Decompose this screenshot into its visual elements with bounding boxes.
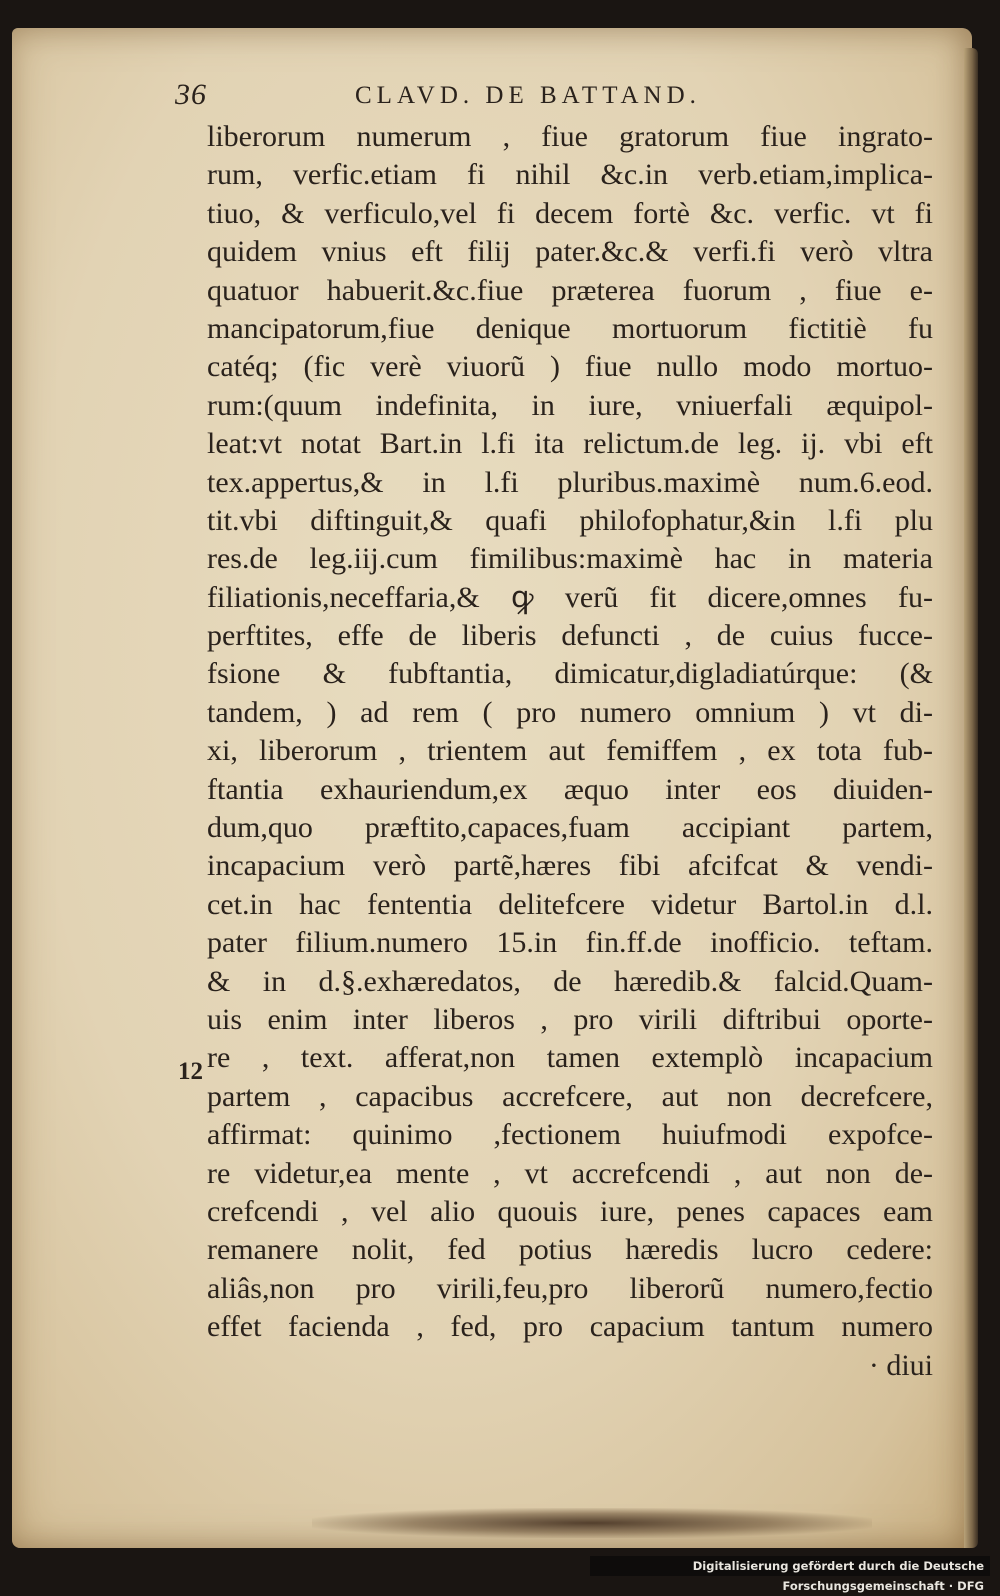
running-head: CLAVD. DE BATTAND.: [355, 82, 701, 109]
text-line: pater filium.numero 15.in fin.ff.de inofficio. teftam.: [207, 926, 933, 960]
text-line: filiationis,neceffaria,& ꝙ verũ fit dicere,omnes fu-: [207, 580, 933, 614]
text-line: catéq; (fic verè viuorũ ) fiue nullo modo mortuo-: [207, 350, 933, 384]
text-line: rum, verfic.etiam fi nihil &c.in verb.etiam,implica-: [207, 158, 933, 192]
text-line: cet.in hac fententia delitefcere videtur Bartol.in d.l.: [207, 887, 933, 921]
text-line: dum,quo præftito,capaces,fuam accipiant partem,: [207, 811, 933, 845]
body-text: [207, 118, 933, 1385]
text-line: fsione & fubftantia, dimicatur,digladiatúrque: (&: [207, 657, 933, 691]
catchword: · diui: [868, 1348, 933, 1382]
text-line: xi, liberorum , trientem aut femiffem , ex tota fub-: [207, 734, 933, 768]
text-line: liberorum numerum , fiue gratorum fiue ingrato-: [207, 120, 933, 153]
text-line: remanere nolit, fed potius hæredis lucro cedere:: [207, 1233, 933, 1267]
text-line: re , text. afferat,non tamen extemplò incapacium: [207, 1041, 933, 1075]
text-line: incapacium verò partẽ,hæres fibi afcifcat & vendi-: [207, 849, 933, 883]
digitization-credit: Digitalisierung gefördert durch die Deutsche Forschungsgemeinschaft · DFG: [590, 1556, 990, 1576]
text-line: aliâs,non pro virili,feu,pro liberorũ numero,fectio: [207, 1271, 933, 1305]
text-line: crefcendi , vel alio quouis iure, penes capaces eam: [207, 1194, 933, 1228]
text-line: leat:vt notat Bart.in l.fi ita relictum.de leg. ij. vbi eft: [207, 427, 933, 461]
text-line: ftantia exhauriendum,ex æquo inter eos diuiden-: [207, 772, 933, 806]
text-line: quatuor habuerit.&c.fiue præterea fuorum , fiue e-: [207, 273, 933, 307]
text-line: quidem vnius eft filij pater.&c.& verfi.fi verò vltra: [207, 235, 933, 269]
text-line: perftites, effe de liberis defuncti , de cuius fucce-: [207, 619, 933, 653]
text-line: rum:(quum indefinita, in iure, vniuerfali æquipol-: [207, 388, 933, 422]
page-edge: [964, 48, 978, 1548]
text-line: res.de leg.iij.cum fimilibus:maximè hac in materia: [207, 542, 933, 576]
text-line: tit.vbi diftinguit,& quafi philofophatur,&in l.fi plu: [207, 503, 933, 537]
page-number: 36: [175, 78, 207, 111]
text-line: mancipatorum,fiue denique mortuorum fictitiè fu: [207, 311, 933, 345]
text-line: & in d.§.exhæredatos, de hæredib.& falcid.Quam-: [207, 964, 933, 998]
page-stain: [312, 1508, 872, 1538]
text-line: affirmat: quinimo ,fectionem huiufmodi expofce-: [207, 1118, 933, 1152]
text-line: effet facienda , fed, pro capacium tantum numero: [207, 1310, 933, 1344]
margin-note-number: 12: [178, 1058, 203, 1085]
page-header: [175, 78, 935, 118]
text-line: uis enim inter liberos , pro virili diftribui oporte-: [207, 1002, 933, 1036]
text-line: tex.appertus,& in l.fi pluribus.maximè num.6.eod.: [207, 465, 933, 499]
text-line: tandem, ) ad rem ( pro numero omnium ) vt di-: [207, 695, 933, 729]
text-line: tiuo, & verficulo,vel fi decem fortè &c. verfic. vt fi: [207, 196, 933, 230]
text-line: re videtur,ea mente , vt accrefcendi , aut non de-: [207, 1156, 933, 1190]
text-line: partem , capacibus accrefcere, aut non decrefcere,: [207, 1079, 933, 1113]
